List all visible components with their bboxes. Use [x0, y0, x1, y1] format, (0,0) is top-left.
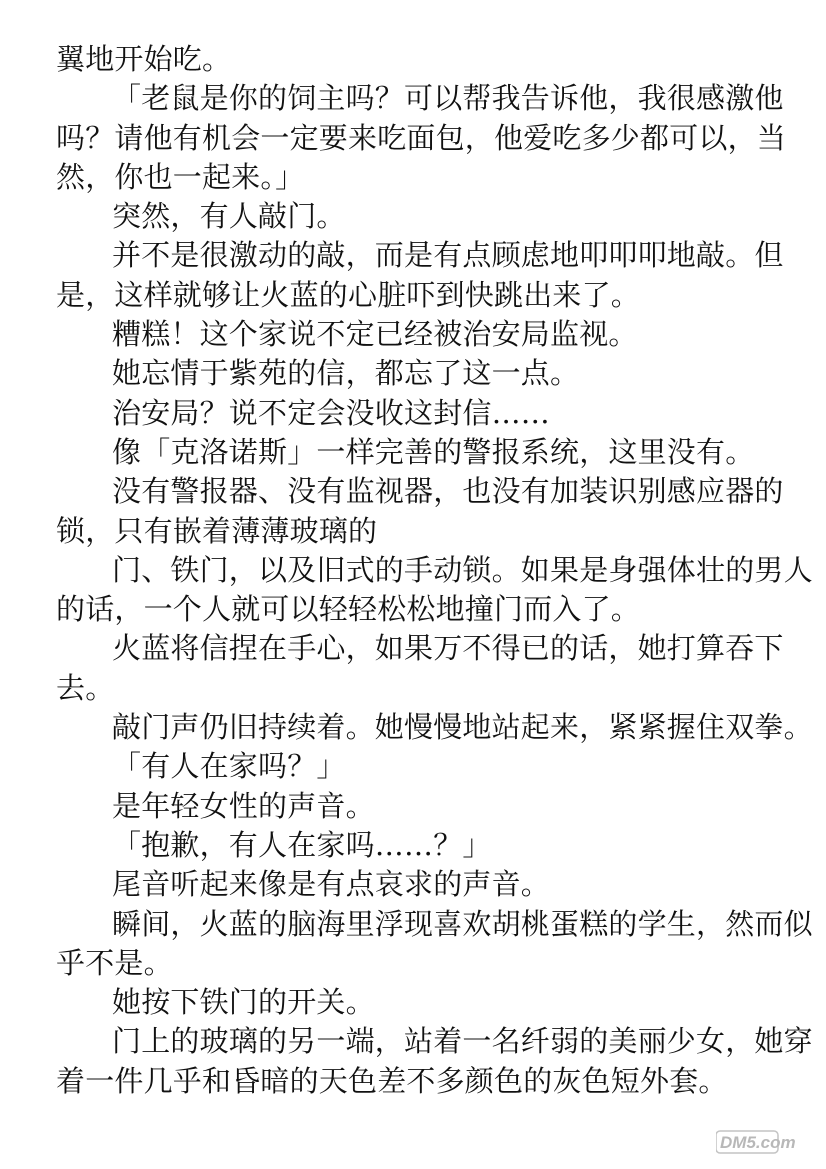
text-line: 没有警报器、没有监视器，也没有加装识别感应器的: [112, 474, 784, 509]
text-line: 门上的玻璃的另一端，站着一名纤弱的美丽少女，她穿: [112, 1024, 813, 1059]
text-line: 糟糕！这个家说不定已经被治安局监视。: [112, 317, 638, 352]
text-line: 突然，有人敲门。: [112, 199, 346, 234]
text-line: 瞬间，火蓝的脑海里浮现喜欢胡桃蛋糕的学生，然而似: [112, 906, 813, 941]
text-line: 门、铁门，以及旧式的手动锁。如果是身强体壮的男人: [112, 552, 813, 587]
text-line: 是，这样就够让火蓝的心脏吓到快跳出来了。: [56, 277, 641, 312]
watermark-text: DM5.com: [720, 1133, 796, 1152]
text-line: 的话，一个人就可以轻轻松松地撞门而入了。: [56, 592, 641, 627]
text-line: 乎不是。: [56, 945, 173, 980]
text-line: 吗？请他有机会一定要来吃面包，他爱吃多少都可以，当: [56, 120, 787, 155]
text-line: 「有人在家吗？」: [112, 749, 346, 784]
text-line: 敲门声仍旧持续着。她慢慢地站起来，紧紧握住双拳。: [112, 710, 813, 745]
text-line: 翼地开始吃。: [56, 42, 232, 76]
text-line: 「抱歉，有人在家吗……？」: [112, 827, 492, 862]
text-line: 像「克洛诺斯」一样完善的警报系统，这里没有。: [112, 434, 755, 469]
text-line: 然，你也一起来。」: [56, 159, 305, 194]
text-line: 火蓝将信捏在手心，如果万不得已的话，她打算吞下: [112, 631, 784, 666]
text-line: 着一件几乎和昏暗的天色差不多颜色的灰色短外套。: [56, 1063, 728, 1098]
text-line: 她按下铁门的开关。: [112, 985, 375, 1020]
text-line: 尾音听起来像是有点哀求的声音。: [112, 867, 551, 902]
text-line: 去。: [56, 670, 115, 705]
body-text: [56, 40, 813, 1101]
text-line: 治安局？说不定会没收这封信……: [112, 395, 551, 430]
text-line: 她忘情于紫苑的信，都忘了这一点。: [112, 356, 580, 391]
dm5-watermark-logo: [716, 1129, 812, 1155]
text-line: 锁，只有嵌着薄薄玻璃的: [56, 513, 378, 548]
text-line: 并不是很激动的敲，而是有点顾虑地叩叩叩地敲。但: [112, 238, 784, 273]
text-line: 「老鼠是你的饲主吗？可以帮我告诉他，我很感激他: [112, 81, 784, 116]
dm5-logo-icon: [716, 1129, 812, 1155]
text-line: 是年轻女性的声音。: [112, 788, 375, 823]
